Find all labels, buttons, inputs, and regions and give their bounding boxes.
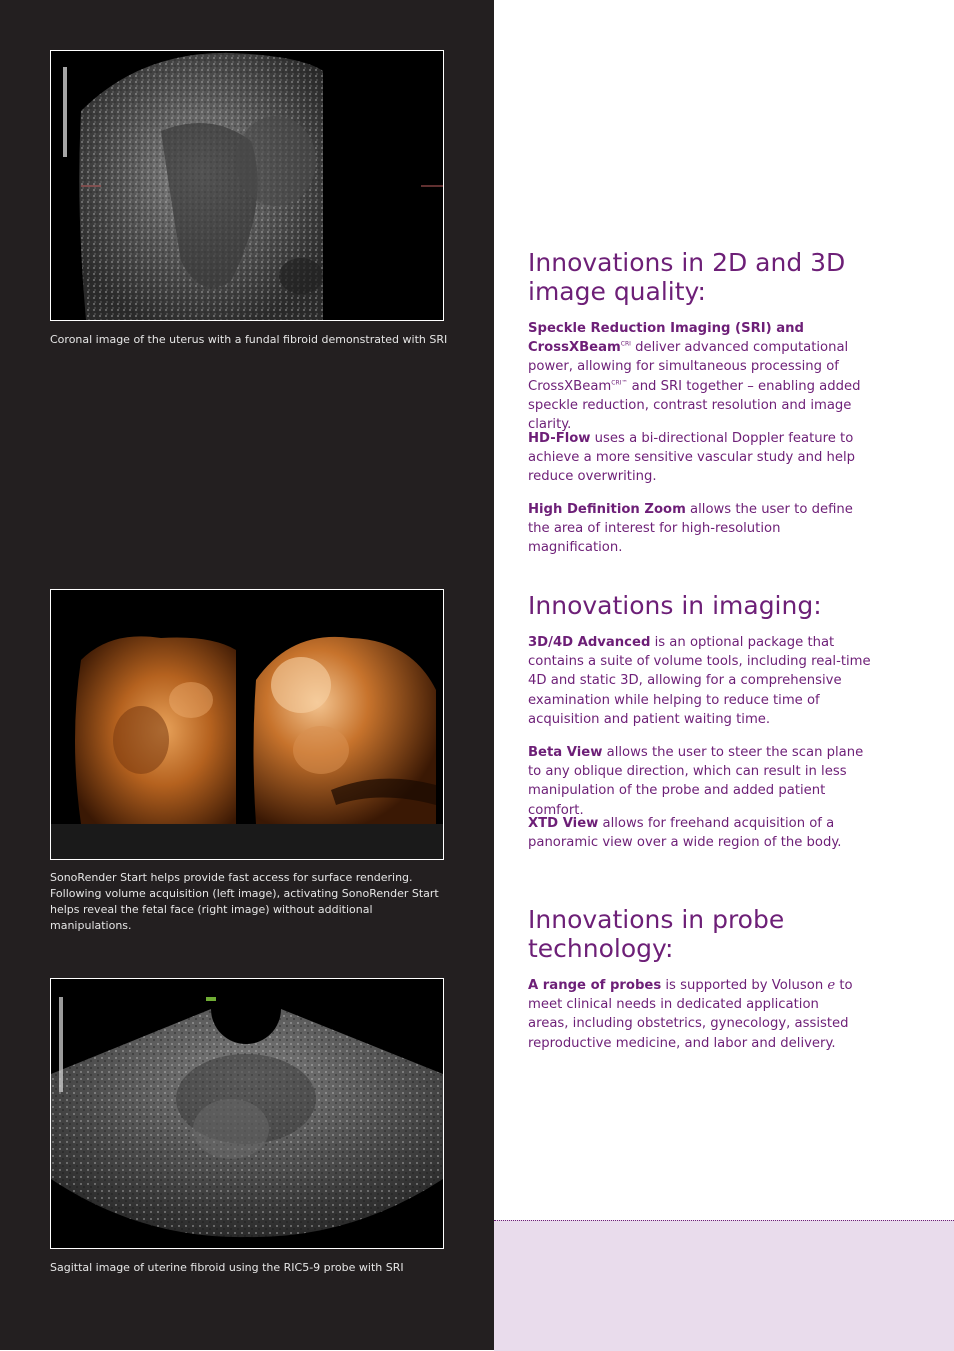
caption-3d-render-line3: helps reveal the fetal face (right image) without additional manipulations. [50, 903, 373, 932]
text-beta-view: allows the user to steer the scan plane to any oblique direction, which can result in less manipulation of the probe and added patient comfort. [528, 745, 864, 818]
para-hd-zoom [528, 500, 878, 558]
ultrasound-sagittal-image [50, 978, 444, 1249]
text-voluson-e: e [827, 978, 836, 993]
term-3d4d-advanced: 3D/4D Advanced [528, 635, 651, 650]
para-hd-flow [528, 429, 878, 487]
text-range-of-probes-a: is supported by Voluson [661, 978, 828, 993]
term-beta-view: Beta View [528, 745, 603, 760]
3d-render-fetal-faces-image [50, 589, 444, 860]
sup-cri: CRI [620, 340, 631, 348]
caption-sagittal-image: Sagittal image of uterine fibroid using the RIC5-9 probe with SRI [50, 1261, 404, 1274]
heading-image-quality-line2: image quality: [528, 277, 706, 306]
sup-cri-tm: CRI™ [611, 379, 628, 387]
text-sri-crossxbeam-b: and SRI together – enabling added speckle reduction, contrast resolution and image clarity. [528, 378, 861, 433]
text-hd-zoom: allows the user to define the area of interest for high-resolution magnification. [528, 502, 853, 556]
heading-image-quality [528, 248, 928, 306]
para-xtd-view [528, 814, 878, 852]
heading-probe-line1: Innovations in probe [528, 905, 785, 934]
term-hd-flow: HD-Flow [528, 431, 591, 446]
right-text-panel [494, 0, 954, 1350]
text-xtd-view: allows for freehand acquisition of a panoramic view over a wide region of the body. [528, 816, 842, 851]
term-range-of-probes: A range of probes [528, 978, 662, 993]
caption-3d-render [50, 870, 450, 934]
caption-3d-render-line1: SonoRender Start helps provide fast access for surface rendering. [50, 871, 413, 884]
heading-probe-line2: technology: [528, 934, 674, 963]
term-hd-zoom: High Definition Zoom [528, 502, 686, 517]
text-sri-crossxbeam-a: deliver advanced computational power, allowing for simultaneous processing of CrossXBeam [528, 340, 849, 394]
caption-coronal-image: Coronal image of the uterus with a fundal fibroid demonstrated with SRI [50, 333, 448, 346]
text-3d4d-advanced: is an optional package that contains a suite of volume tools, including real-time 4D and static 3D, allowing for a comprehensive examination while helping to reduce time of acquisition and patient waiting time. [528, 635, 871, 727]
ultrasound-coronal-image [50, 50, 444, 321]
para-range-of-probes [528, 976, 858, 1053]
term-xtd-view: XTD View [528, 816, 599, 831]
para-3d4d-advanced [528, 633, 878, 729]
heading-probe-technology [528, 905, 928, 963]
term-sri-crossxbeam: Speckle Reduction Imaging (SRI) and CrossXBeam [528, 321, 804, 356]
heading-image-quality-line1: Innovations in 2D and 3D [528, 248, 846, 277]
para-beta-view [528, 743, 878, 820]
para-sri-crossxbeam [528, 319, 878, 434]
heading-imaging: Innovations in imaging: [528, 591, 822, 620]
caption-3d-render-line2: Following volume acquisition (left image), activating SonoRender Start [50, 887, 439, 900]
text-hd-flow: uses a bi-directional Doppler feature to achieve a more sensitive vascular study and help reduce overwriting. [528, 431, 856, 485]
text-range-of-probes-b: to meet clinical needs in dedicated application areas, including obstetrics, gynecology, assisted reproductive medicine, and labor and delivery. [528, 978, 853, 1051]
footer-band [494, 1220, 954, 1351]
